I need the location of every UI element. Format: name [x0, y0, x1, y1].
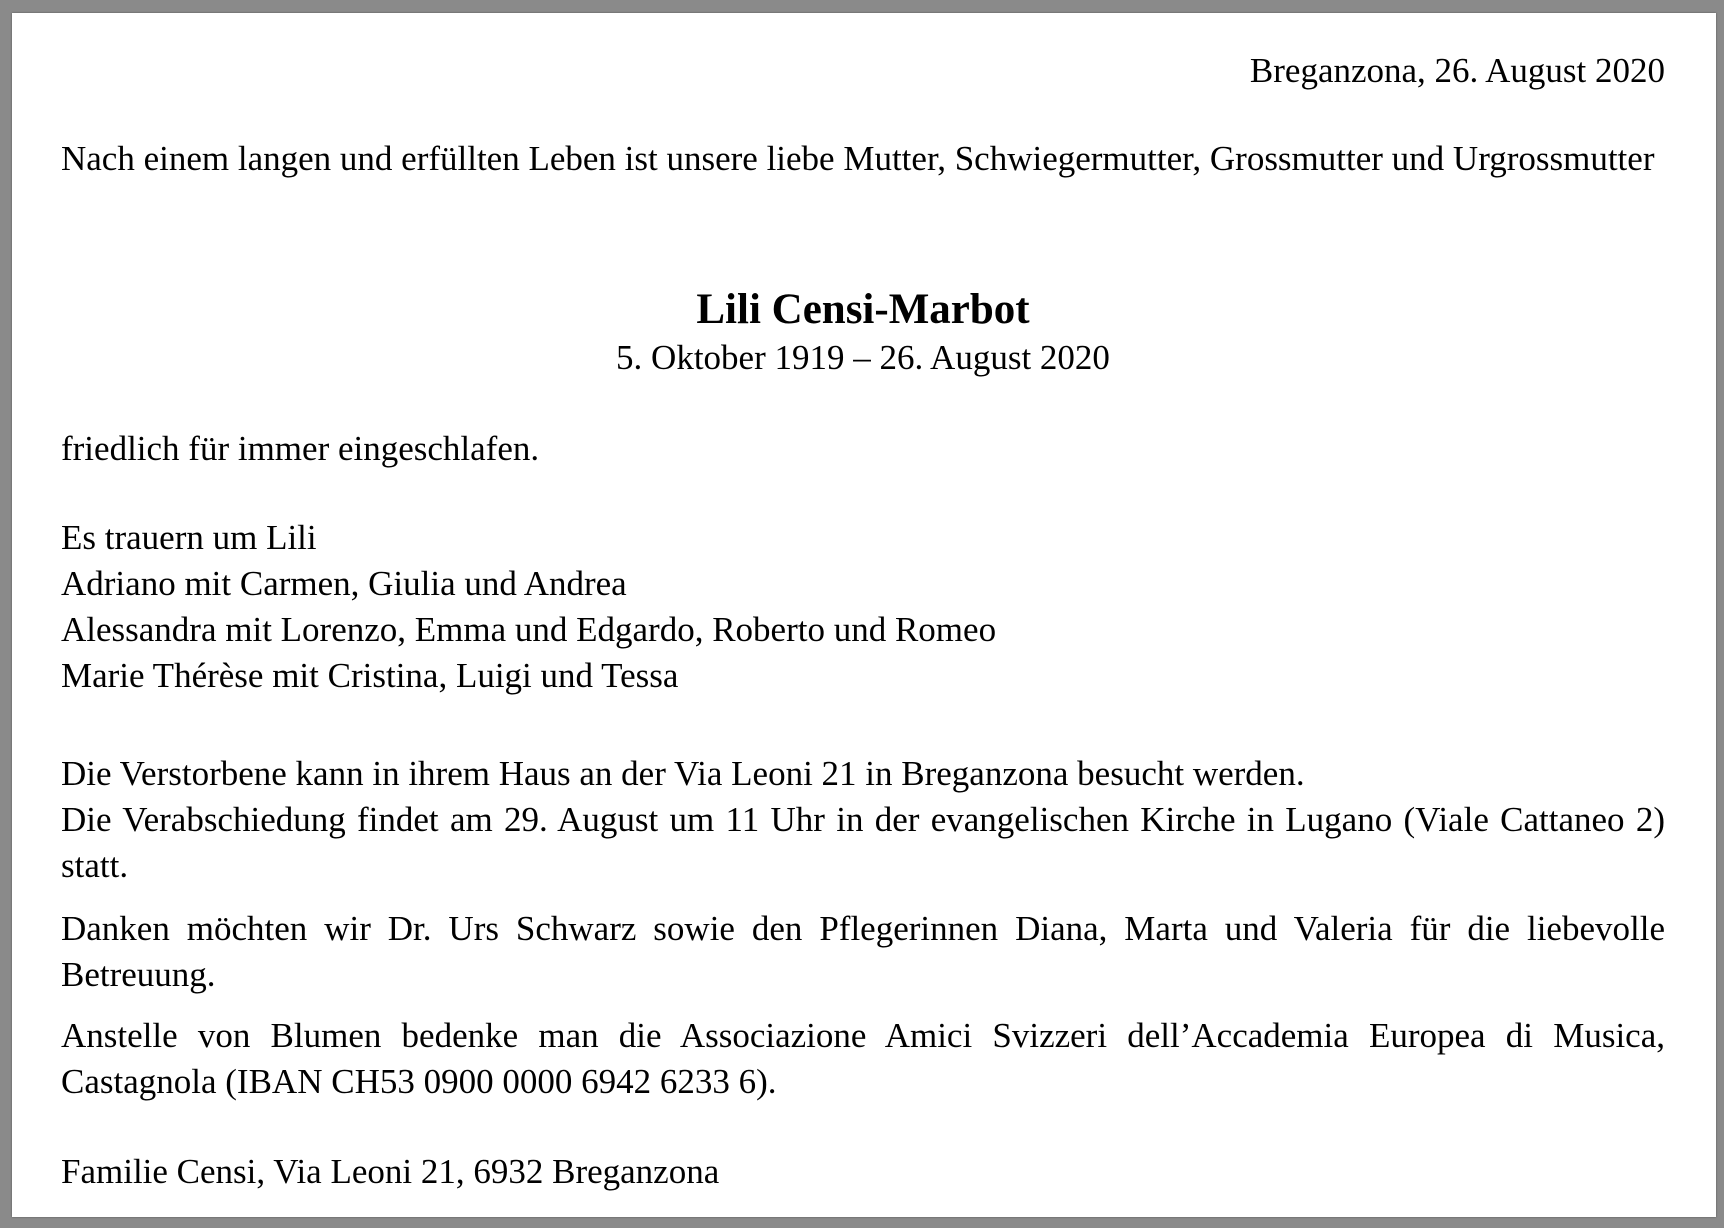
donation-paragraph: Anstelle von Blumen bedenke man die Associazione Amici Svizzeri dell’Accademia Europea di Musica, Castagnola (IBAN CH53 0900 0000 6942 6233 6). [61, 1016, 1665, 1101]
farewell-info: Die Verabschiedung findet am 29. August um 11 Uhr in der evangelischen Kirche in Lugano (Viale Cattaneo 2) statt. [61, 800, 1665, 885]
passed-away-line: friedlich für immer eingeschlafen. [61, 429, 540, 468]
mourner-line: Adriano mit Carmen, Giulia und Andrea [61, 564, 627, 603]
thanks-paragraph: Danken möchten wir Dr. Urs Schwarz sowie den Pflegerinnen Diana, Marta und Valeria für die liebevolle Betreuung. [61, 909, 1665, 994]
intro-paragraph: Nach einem langen und erfüllten Leben ist unsere liebe Mutter, Schwiegermutter, Grossmutter und Urgrossmutter [61, 139, 1655, 178]
visit-info: Die Verstorbene kann in ihrem Haus an der Via Leoni 21 in Breganzona besucht werden. [61, 754, 1305, 793]
deceased-name: Lili Censi-Marbot [696, 286, 1030, 333]
mourner-line: Alessandra mit Lorenzo, Emma und Edgardo, Roberto und Romeo [61, 610, 997, 649]
mourners-list [61, 515, 996, 699]
place-date: Breganzona, 26. August 2020 [1249, 51, 1665, 90]
life-dates: 5. Oktober 1919 – 26. August 2020 [616, 338, 1110, 377]
obituary-page [12, 13, 1716, 1217]
mourners-heading: Es trauern um Lili [61, 518, 317, 557]
mourner-line: Marie Thérèse mit Cristina, Luigi und Tessa [61, 656, 679, 695]
family-address: Familie Censi, Via Leoni 21, 6932 Breganzona [61, 1152, 720, 1191]
